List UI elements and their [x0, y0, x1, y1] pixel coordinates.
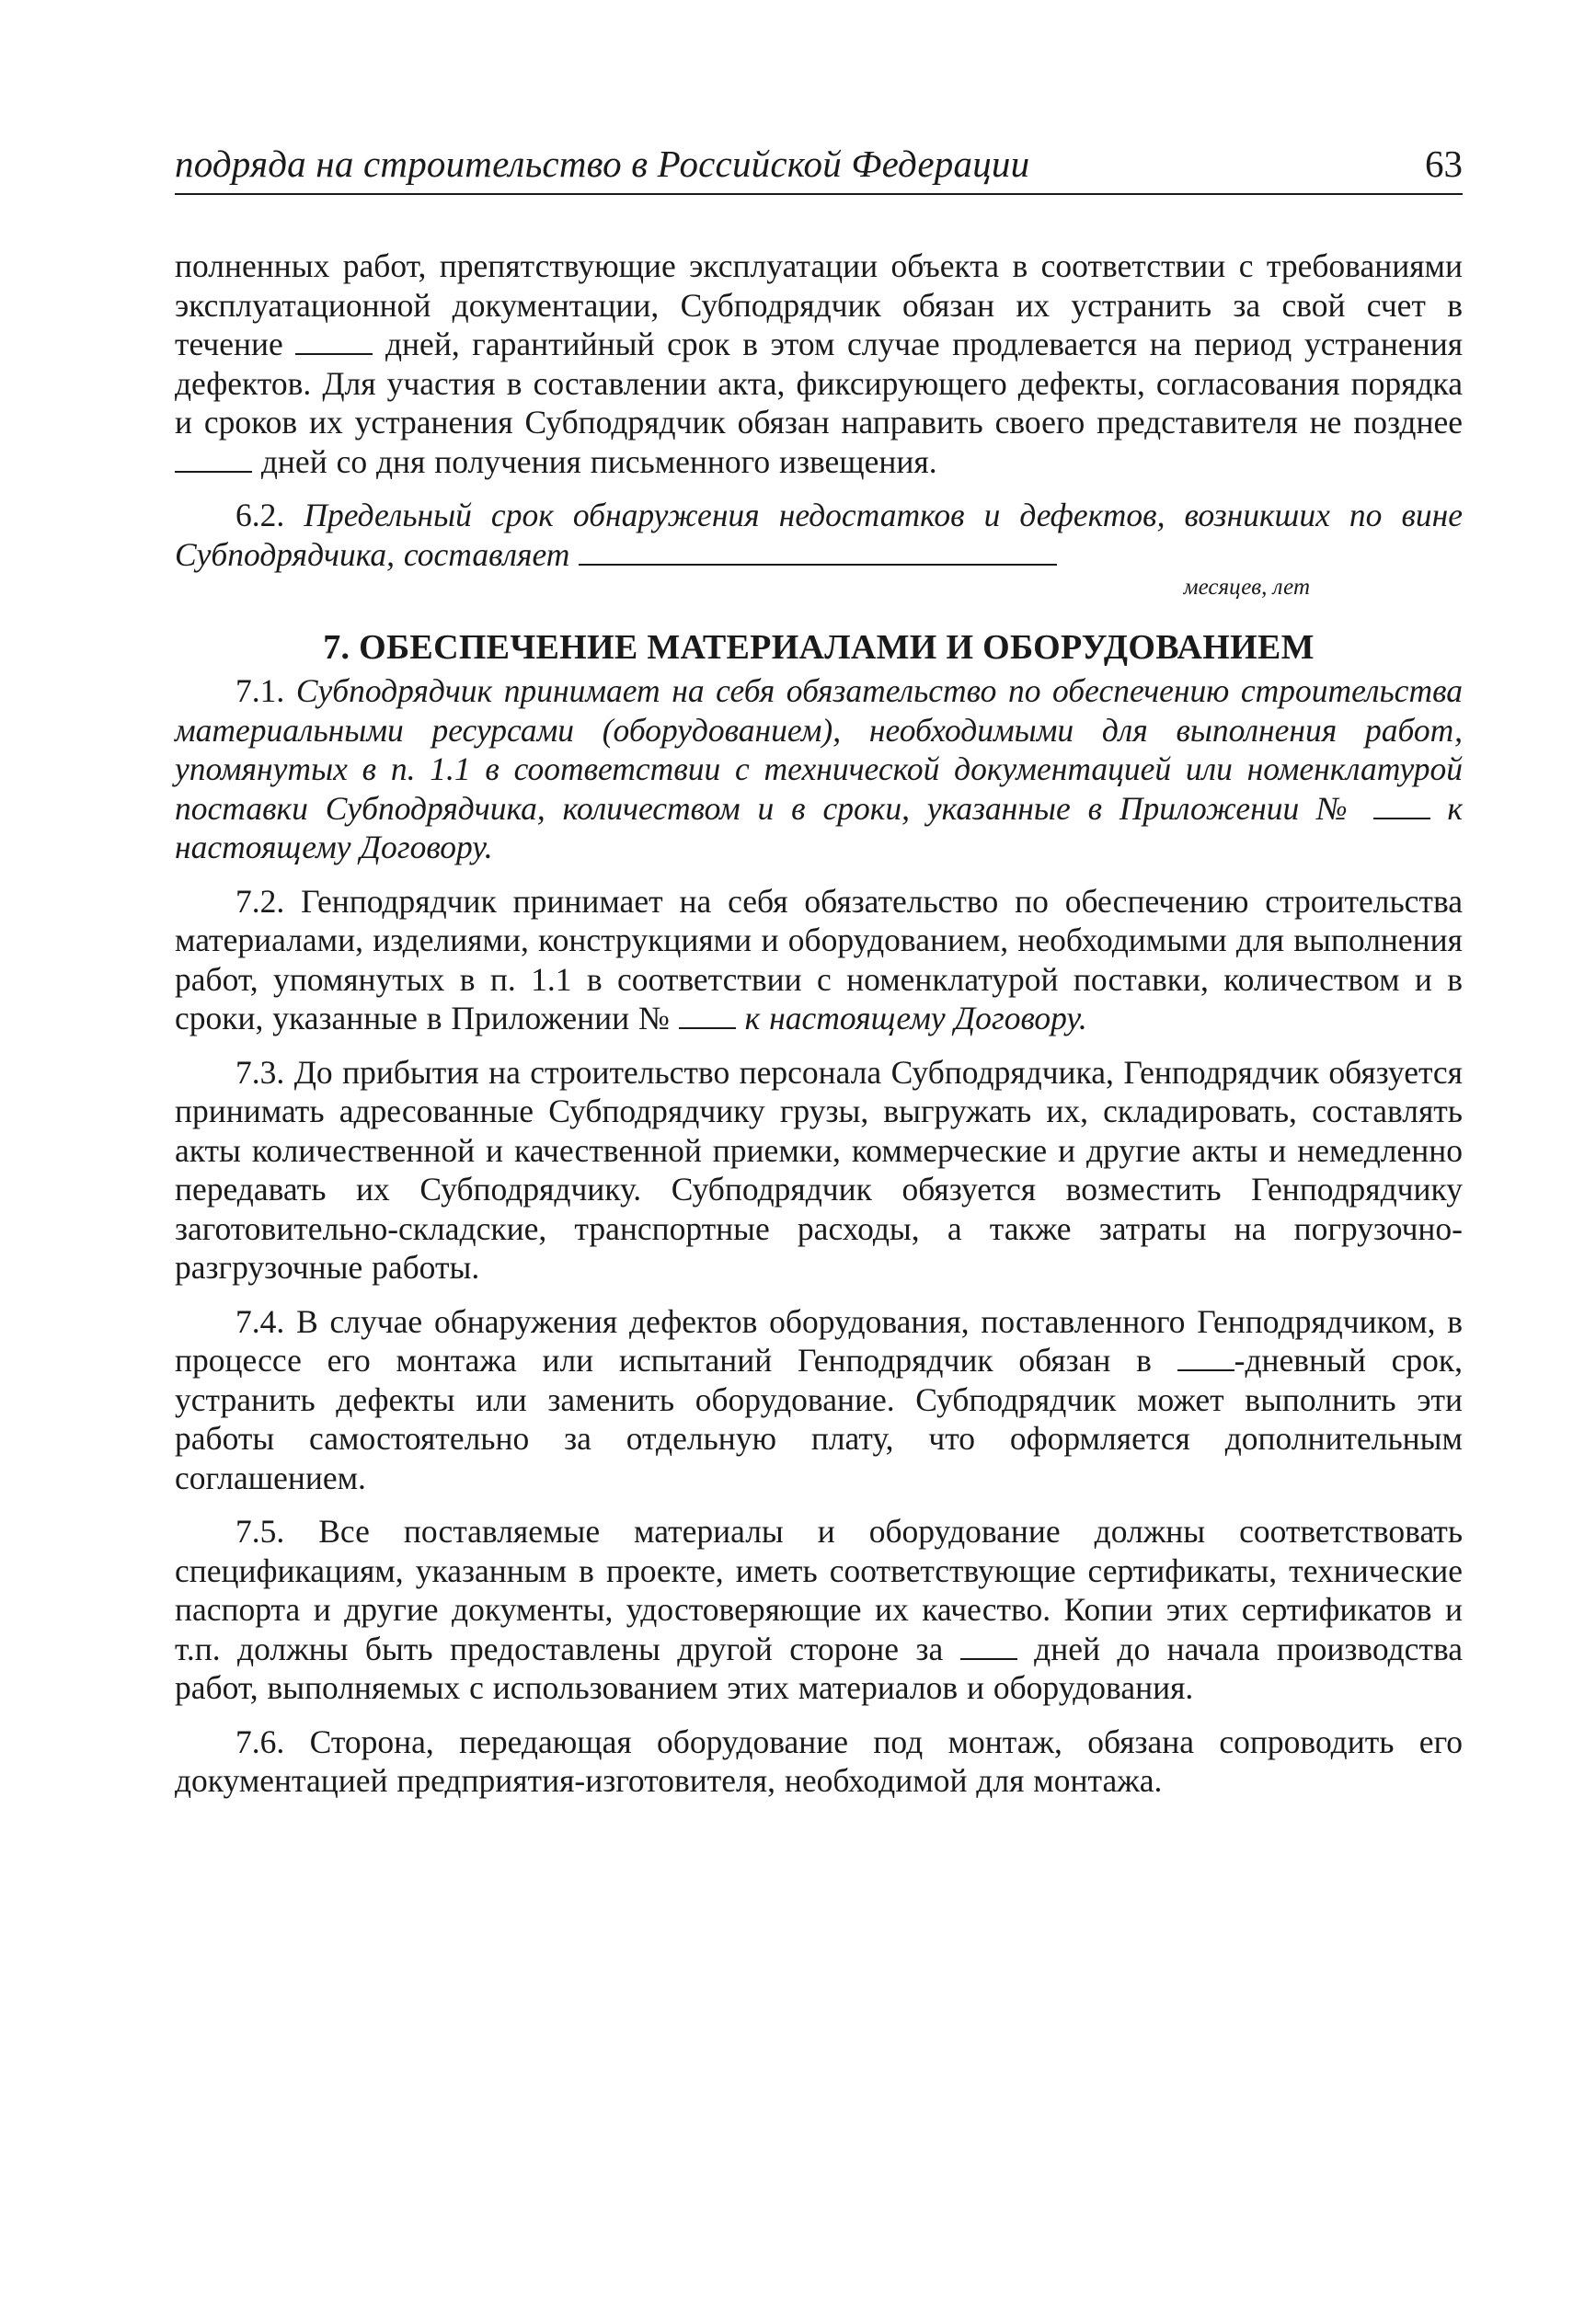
clause-text: До прибытия на строительство персонала Субподрядчика, Генподрядчик обязуется принимать адресованные Субподрядчику грузы, выгружать их, складировать, составлять акты количественной и качественной приемки, коммерческие и другие акты и немедленно передавать их Субподрядчику. Субподрядчик обязуется возместить Генподрядчику заготовительно-складские, транспортные расходы, а также затраты на погрузочно-разгрузочные работы. [175, 1053, 1464, 1286]
clause-text: Генподрядчик принимает на себя обязательство по обеспечению строительства материалами, изделиями, конструкциями и оборудованием, необходимыми для выполнения работ, упомянутых в п. 1.1 в соответствии с номенклатурой поставки, количеством и в сроки, указанные в Приложении № [175, 882, 1464, 1036]
fill-in-blank [579, 536, 1057, 566]
clause-text: В случае обнаружения дефектов оборудования, поставленного Генподрядчиком, в процессе его монтажа или испытаний Генподрядчик обязан в [175, 1302, 1464, 1379]
clause-7-3 [175, 1053, 1463, 1288]
section-heading: 7. ОБЕСПЕЧЕНИЕ МАТЕРИАЛАМИ И ОБОРУДОВАНИЕМ [323, 628, 1315, 667]
clause-text: Сторона, передающая оборудование под монтаж, обязана сопроводить его документацией предприятия-изготовителя, необходимой для монтажа. [175, 1723, 1463, 1799]
clause-text: Все поставляемые материалы и оборудование должны соответствовать спецификациям, указанным в проекте, иметь соответствующие сертификаты, технические паспорта и другие документы, удостоверяющие их качество. Копии этих сертификатов и т.п. должны быть предоставлены другой стороне за [175, 1513, 1464, 1667]
clause-7-6 [175, 1723, 1463, 1801]
clause-text-tail: к настоящему Договору. [744, 1000, 1087, 1036]
clause-7-1 [175, 671, 1463, 867]
clause-text-tail: -дневный срок, устранить дефекты или заменить оборудование. Субподрядчик может выполнить эти работы самостоятельно за отдельную плату, что оформляется дополнительным соглашением. [175, 1342, 1463, 1496]
intro-paragraph [175, 246, 1463, 481]
intro-text-part-2: дней, гарантийный срок в этом случае продлевается на период устранения дефектов. Для участия в составлении акта, фиксирующего дефекты, согласования порядка и сроков их устранения Субподрядчик обязан направить своего представителя не позднее [175, 326, 1464, 441]
clause-number: 6.2. [235, 497, 285, 533]
clause-number: 7.1. [235, 672, 285, 709]
clause-number: 7.5. [235, 1513, 285, 1550]
clause-number: 7.3. [235, 1053, 285, 1091]
running-title: подряда на строительство в Российской Федерации [175, 143, 1030, 185]
blank-caption: месяцев, лет [1183, 575, 1310, 600]
fill-in-blank [1177, 1342, 1234, 1371]
clause-number: 7.6. [235, 1723, 285, 1760]
fill-in-blank [1373, 790, 1430, 819]
clause-text: Субподрядчик принимает на себя обязательство по обеспечению строительства материальными ресурсами (оборудованием), необходимыми для выполнения работ, упомянутых в п. 1.1 в соответствии с технической документацией или номенклатурой поставки Субподрядчика, количеством и в сроки, указанные в Приложении № [175, 672, 1463, 827]
page-number: 63 [1425, 143, 1463, 185]
clause-number: 7.2. [235, 882, 285, 920]
fill-in-blank [175, 443, 252, 473]
running-header [175, 138, 1463, 195]
header-rule [175, 193, 1463, 195]
clause-text-tail: дней до начала производства работ, выполняемых с использованием этих материалов и оборудования. [175, 1630, 1464, 1706]
clause-text: Предельный срок обнаружения недостатков и дефектов, возникших по вине Субподрядчика, составляет [175, 497, 1463, 573]
clause-7-2 [175, 882, 1463, 1038]
fill-in-blank [679, 1000, 736, 1029]
body-text [175, 246, 1463, 1801]
clause-text-tail: к настоящему Договору. [175, 789, 1463, 865]
clause-6-2 [175, 496, 1463, 574]
fill-in-blank [960, 1631, 1017, 1660]
intro-text-part-1: полненных работ, препятствующие эксплуатации объекта в соответствии с требованиями эксплуатационной документации, Субподрядчик обязан их устранить за свой счет в течение [175, 247, 1463, 362]
clause-7-5 [175, 1512, 1463, 1708]
intro-text-part-3: дней со дня получения письменного извещения. [260, 442, 937, 480]
clause-7-4 [175, 1302, 1463, 1498]
fill-in-blank [295, 326, 373, 355]
clause-number: 7.4. [235, 1302, 285, 1340]
